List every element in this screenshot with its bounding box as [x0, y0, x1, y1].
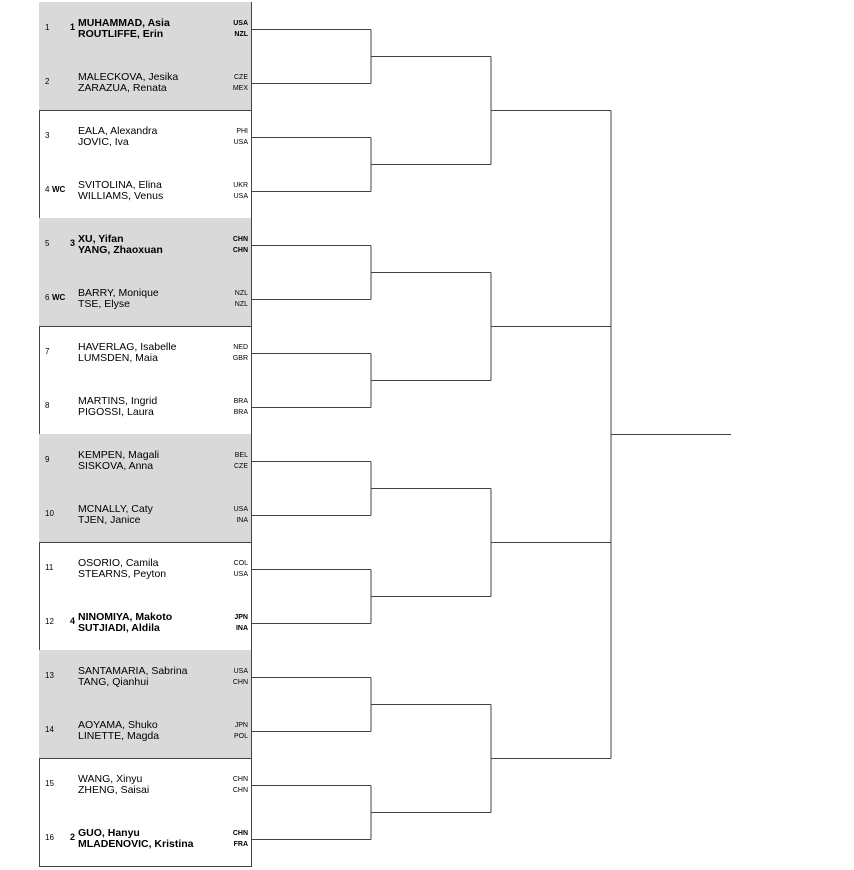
entry-number: 15 — [45, 779, 54, 788]
entry-status: WC — [52, 185, 66, 194]
player-name: XU, Yifan — [78, 233, 124, 245]
player-name: LUMSDEN, Maia — [78, 352, 158, 364]
player-name: ZARAZUA, Renata — [78, 82, 167, 94]
player-name: ROUTLIFFE, Erin — [78, 28, 164, 40]
entry-number: 10 — [45, 509, 54, 518]
draw-entry — [39, 380, 251, 434]
player-country: NZL — [234, 301, 248, 308]
player-name: BARRY, Monique — [78, 287, 159, 299]
entry-seed: 1 — [70, 22, 76, 32]
draw-entry — [39, 434, 251, 488]
entry-number: 1 — [45, 23, 50, 32]
player-country: JPN — [234, 614, 248, 621]
player-country: GBR — [232, 355, 248, 362]
player-country: CHN — [232, 679, 248, 686]
player-country: CZE — [234, 463, 248, 470]
player-country: CHN — [232, 830, 248, 837]
entry-number: 12 — [45, 617, 54, 626]
entry-number: 16 — [45, 833, 54, 842]
player-name: MARTINS, Ingrid — [78, 395, 158, 407]
entry-number: 8 — [45, 401, 50, 410]
player-name: PIGOSSI, Laura — [78, 406, 154, 418]
player-country: CHN — [232, 776, 248, 783]
player-name: HAVERLAG, Isabelle — [78, 341, 177, 353]
player-country: JPN — [234, 722, 248, 729]
player-name: WANG, Xinyu — [78, 773, 143, 785]
player-name: GUO, Hanyu — [78, 827, 140, 839]
player-country: NZL — [234, 31, 248, 38]
player-name: KEMPEN, Magali — [78, 449, 160, 461]
draw-entry — [39, 110, 251, 164]
entry-seed: 4 — [70, 616, 76, 626]
player-country: USA — [233, 571, 248, 578]
player-name: OSORIO, Camila — [78, 557, 159, 569]
player-name: SANTAMARIA, Sabrina — [78, 665, 188, 677]
player-country: NED — [233, 344, 248, 351]
draw-table — [39, 2, 251, 868]
draw-entry — [39, 596, 251, 650]
entry-number: 5 — [45, 239, 50, 248]
player-country: FRA — [233, 841, 248, 848]
draw-entry — [39, 542, 251, 596]
entry-number: 4 — [45, 185, 50, 194]
player-country: USA — [233, 20, 248, 27]
player-country: USA — [233, 668, 248, 675]
player-name: MLADENOVIC, Kristina — [78, 838, 194, 850]
entry-number: 7 — [45, 347, 50, 356]
entry-number: 14 — [45, 725, 54, 734]
player-name: SVITOLINA, Elina — [78, 179, 162, 191]
entry-number: 2 — [45, 77, 50, 86]
player-country: COL — [233, 560, 248, 567]
player-name: MALECKOVA, Jesika — [78, 71, 179, 83]
player-country: NZL — [234, 290, 248, 297]
player-name: TANG, Qianhui — [78, 676, 149, 688]
player-name: SISKOVA, Anna — [78, 460, 154, 472]
draw-entry — [39, 56, 251, 110]
player-country: CZE — [234, 74, 248, 81]
player-name: TJEN, Janice — [78, 514, 141, 526]
player-country: USA — [233, 193, 248, 200]
draw-entry — [39, 218, 251, 272]
player-country: BEL — [234, 452, 248, 459]
player-name: ZHENG, Saisai — [78, 784, 150, 796]
player-country: BRA — [233, 398, 248, 405]
draw-entry — [39, 272, 251, 326]
draw-entry — [39, 704, 251, 758]
entry-number: 6 — [45, 293, 50, 302]
player-country: INA — [236, 517, 248, 524]
entry-seed: 3 — [70, 238, 76, 248]
player-country: USA — [233, 506, 248, 513]
player-name: AOYAMA, Shuko — [78, 719, 158, 731]
player-country: POL — [233, 733, 248, 740]
draw-entry — [39, 650, 251, 704]
player-country: PHI — [236, 128, 248, 135]
entry-status: WC — [52, 293, 66, 302]
entry-number: 3 — [45, 131, 50, 140]
player-name: WILLIAMS, Venus — [78, 190, 164, 202]
player-name: MCNALLY, Caty — [78, 503, 153, 515]
player-country: UKR — [233, 182, 248, 189]
player-name: YANG, Zhaoxuan — [78, 244, 163, 256]
entry-number: 13 — [45, 671, 54, 680]
draw-entry — [39, 812, 251, 866]
entry-number: 11 — [45, 563, 54, 572]
draw-entry — [39, 488, 251, 542]
player-name: TSE, Elyse — [78, 298, 130, 310]
player-country: CHN — [232, 787, 248, 794]
entry-number: 9 — [45, 455, 50, 464]
player-country: INA — [235, 625, 248, 632]
player-name: SUTJIADI, Aldila — [78, 622, 160, 634]
player-name: EALA, Alexandra — [78, 125, 158, 137]
player-country: CHN — [232, 247, 248, 254]
draw-entry — [39, 326, 251, 380]
player-name: LINETTE, Magda — [78, 730, 160, 742]
entry-seed: 2 — [70, 832, 76, 842]
player-country: CHN — [232, 236, 248, 243]
draw-entry — [39, 164, 251, 218]
player-country: USA — [233, 139, 248, 146]
player-name: NINOMIYA, Makoto — [78, 611, 173, 623]
player-name: JOVIC, Iva — [78, 136, 129, 148]
player-name: STEARNS, Peyton — [78, 568, 167, 580]
player-country: MEX — [232, 85, 248, 92]
player-country: BRA — [233, 409, 248, 416]
player-name: MUHAMMAD, Asia — [78, 17, 170, 29]
draw-entry — [39, 758, 251, 812]
draw-entry — [39, 2, 251, 56]
